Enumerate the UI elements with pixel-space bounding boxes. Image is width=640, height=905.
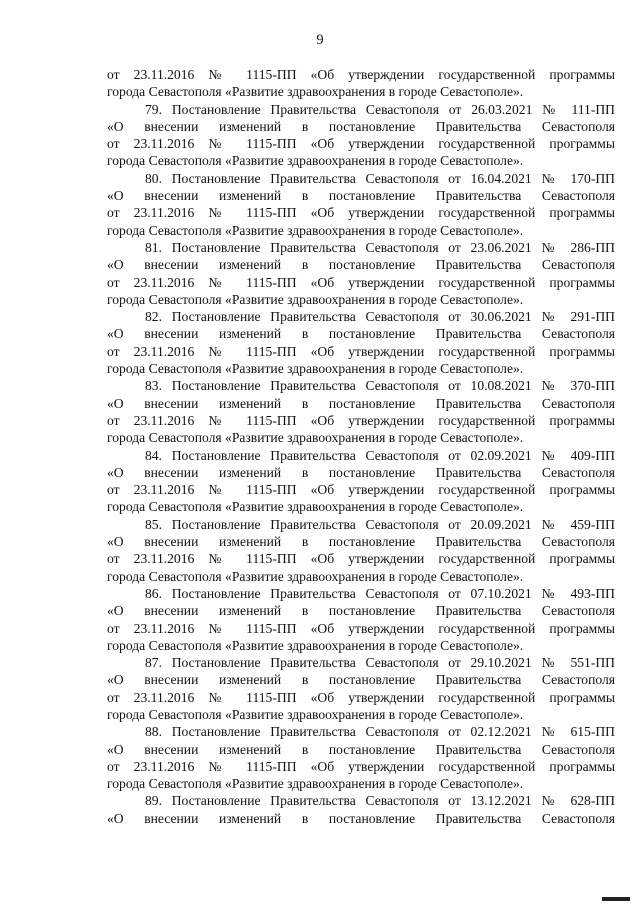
text-line: города Севастополя «Развитие здравоохранения в городе Севастополе». [107,776,524,792]
text-line: города Севастополя «Развитие здравоохранения в городе Севастополе». [107,291,524,307]
list-item-heading: 86. Постановление Правительства Севастополя от 07.10.2021 № 493-ПП [145,585,615,601]
list-item [107,377,615,446]
text-line: «О внесении изменений в постановление Правительства Севастополя [107,464,615,480]
text-line: от 23.11.2016 № 1115-ПП «Об утверждении государственной программы [107,758,615,774]
text-line: от 23.11.2016 № 1115-ПП «Об утверждении государственной программы [107,136,615,152]
text-line: города Севастополя «Развитие здравоохранения в городе Севастополе». [107,499,524,515]
text-line: «О внесении изменений в постановление Правительства Севастополя [107,741,615,757]
list-item-heading: 89. Постановление Правительства Севастополя от 13.12.2021 № 628-ПП [145,793,615,809]
text-line: «О внесении изменений в постановление Правительства Севастополя [107,326,615,342]
text-line: «О внесении изменений в постановление Правительства Севастополя [107,672,615,688]
list-item-heading: 85. Постановление Правительства Севастополя от 20.09.2021 № 459-ПП [145,516,615,532]
page-number: 9 [316,32,324,48]
list-item [107,516,615,585]
list-item-heading: 80. Постановление Правительства Севастополя от 16.04.2021 № 170-ПП [145,170,615,186]
list-item-heading: 88. Постановление Правительства Севастополя от 02.12.2021 № 615-ПП [145,724,615,740]
list-item-heading: 79. Постановление Правительства Севастополя от 26.03.2021 № 111-ПП [145,101,615,117]
scan-mark [602,897,630,901]
list-item [107,101,615,170]
text-line: города Севастополя «Развитие здравоохранения в городе Севастополе». [107,430,524,446]
text-line: города Севастополя «Развитие здравоохранения в городе Севастополе». [107,222,524,238]
text-line: «О внесении изменений в постановление Правительства Севастополя [107,188,615,204]
text-line: от 23.11.2016 № 1115-ПП «Об утверждении государственной программы [107,274,615,290]
text-line: «О внесении изменений в постановление Правительства Севастополя [107,534,615,550]
list-item [107,792,615,827]
list-item [107,723,615,792]
text-line: города Севастополя «Развитие здравоохранения в городе Севастополе». [107,153,524,169]
text-line: от 23.11.2016 № 1115-ПП «Об утверждении государственной программы [107,412,615,428]
text-line: от 23.11.2016 № 1115-ПП «Об утверждении государственной программы [107,482,615,498]
list-item [107,308,615,377]
text-line: «О внесении изменений в постановление Правительства Севастополя [107,395,615,411]
list-item [107,654,615,723]
text-line: от 23.11.2016 № 1115-ПП «Об утверждении государственной программы [107,620,615,636]
resolution-list [107,101,615,827]
list-item-heading: 83. Постановление Правительства Севастополя от 10.08.2021 № 370-ПП [145,378,615,394]
text-line: от 23.11.2016 № 1115-ПП «Об утверждении государственной программы [107,551,615,567]
list-item [107,585,615,654]
continuation-paragraph [107,66,615,101]
text-line: от 23.11.2016 № 1115-ПП «Об утверждении государственной программы [107,67,615,82]
text-line: «О внесении изменений в постановление Правительства Севастополя [107,810,615,826]
document-body [107,66,615,827]
text-line: города Севастополя «Развитие здравоохранения в городе Севастополе». [107,84,524,100]
text-line: от 23.11.2016 № 1115-ПП «Об утверждении государственной программы [107,205,615,221]
text-line: города Севастополя «Развитие здравоохранения в городе Севастополе». [107,361,524,377]
list-item-heading: 82. Постановление Правительства Севастополя от 30.06.2021 № 291-ПП [145,309,615,325]
text-line: города Севастополя «Развитие здравоохранения в городе Севастополе». [107,637,524,653]
text-line: от 23.11.2016 № 1115-ПП «Об утверждении государственной программы [107,343,615,359]
list-item [107,447,615,516]
list-item [107,170,615,239]
text-line: «О внесении изменений в постановление Правительства Севастополя [107,257,615,273]
text-line: города Севастополя «Развитие здравоохранения в городе Севастополе». [107,568,524,584]
list-item [107,239,615,308]
text-line: «О внесении изменений в постановление Правительства Севастополя [107,603,615,619]
list-item-heading: 81. Постановление Правительства Севастополя от 23.06.2021 № 286-ПП [145,239,615,255]
text-line: города Севастополя «Развитие здравоохранения в городе Севастополе». [107,706,524,722]
list-item-heading: 87. Постановление Правительства Севастополя от 29.10.2021 № 551-ПП [145,655,615,671]
text-line: «О внесении изменений в постановление Правительства Севастополя [107,118,615,134]
text-line: от 23.11.2016 № 1115-ПП «Об утверждении государственной программы [107,689,615,705]
list-item-heading: 84. Постановление Правительства Севастополя от 02.09.2021 № 409-ПП [145,447,615,463]
